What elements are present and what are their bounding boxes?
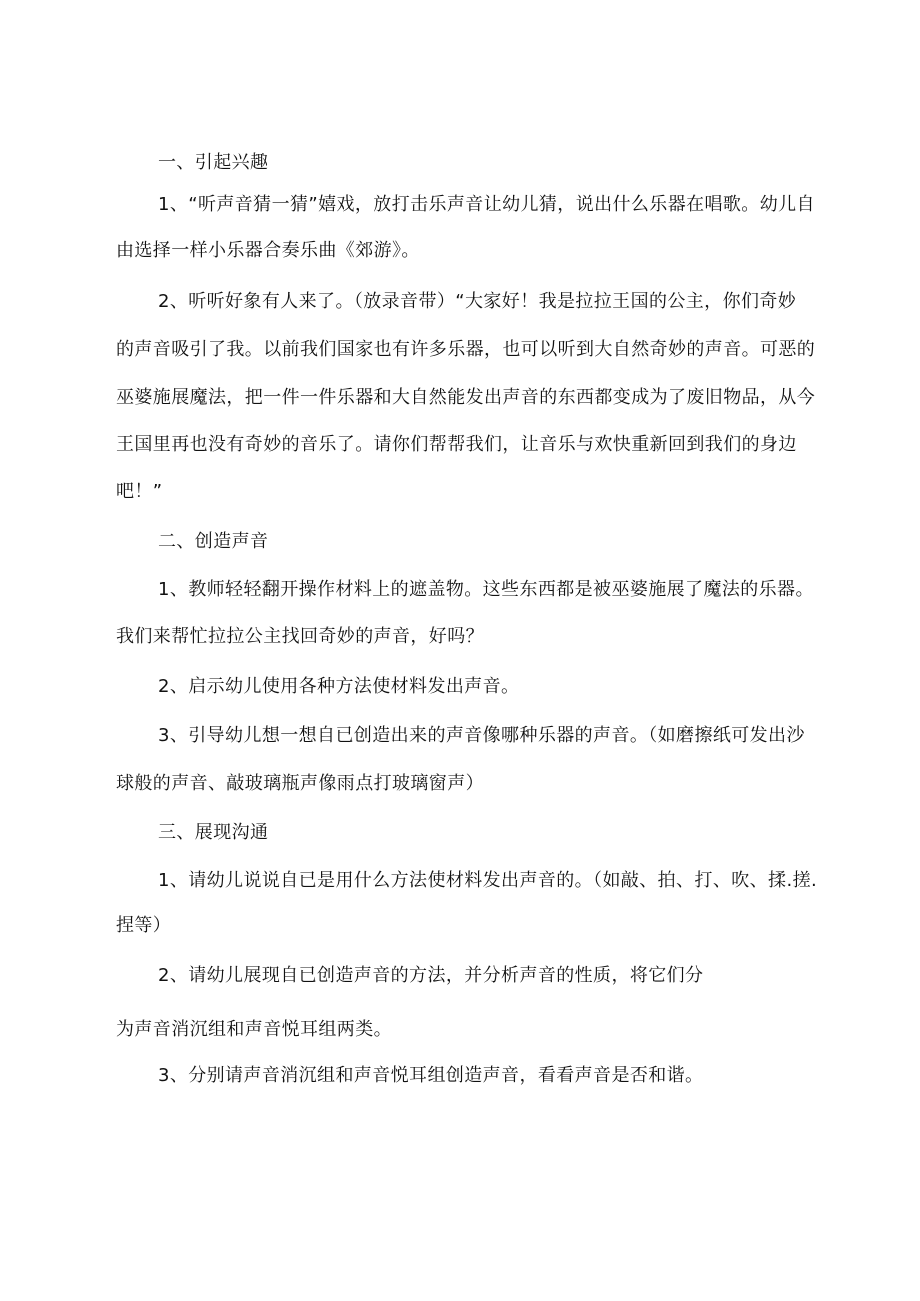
section-heading: 二、创造声音 (158, 531, 269, 552)
paragraph-line: 1、“听声音猜一猜”嬉戏，放打击乐声音让幼儿猜，说出什么乐器在唱歌。幼儿自 (158, 194, 815, 215)
paragraph-line: 我们来帮忙拉拉公主找回奇妙的声音，好吗？ (116, 626, 484, 647)
paragraph-line: 1、请幼儿说说自已是用什么方法使材料发出声音的。（如敲、拍、打、吹、揉.搓. (158, 870, 818, 891)
paragraph-line: 1、教师轻轻翻开操作材料上的遮盖物。这些东西都是被巫婆施展了魔法的乐器。 (158, 579, 814, 600)
paragraph-line: 2、听听好象有人来了。（放录音带）“大家好！我是拉拉王国的公主，你们奇妙 (158, 291, 797, 312)
paragraph-line: 由选择一样小乐器合奏乐曲《郊游》。 (116, 240, 420, 261)
paragraph-line: 巫婆施展魔法，把一件一件乐器和大自然能发出声音的东西都变成为了废旧物品，从今 (116, 387, 816, 408)
paragraph-line: 3、分别请声音消沉组和声音悦耳组创造声音，看看声音是否和谐。 (158, 1065, 704, 1086)
paragraph-line: 球般的声音、敲玻璃瓶声像雨点打玻璃窗声） (116, 773, 484, 794)
paragraph-line: 2、请幼儿展现自已创造声音的方法，并分析声音的性质，将它们分 (158, 965, 704, 986)
paragraph-line: 吧！” (116, 481, 163, 502)
section-heading: 一、引起兴趣 (158, 152, 269, 173)
paragraph-line: 捏等） (116, 915, 172, 936)
paragraph-line: 2、启示幼儿使用各种方法使材料发出声音。 (158, 676, 520, 697)
paragraph-line: 的声音吸引了我。以前我们国家也有许多乐器，也可以听到大自然奇妙的声音。可恶的 (116, 339, 816, 360)
paragraph-line: 为声音消沉组和声音悦耳组两类。 (116, 1019, 392, 1040)
section-heading: 三、展现沟通 (158, 822, 269, 843)
paragraph-line: 3、引导幼儿想一想自已创造出来的声音像哪种乐器的声音。（如磨擦纸可发出沙 (158, 725, 805, 746)
paragraph-line: 王国里再也没有奇妙的音乐了。请你们帮帮我们，让音乐与欢快重新回到我们的身边 (116, 434, 797, 455)
